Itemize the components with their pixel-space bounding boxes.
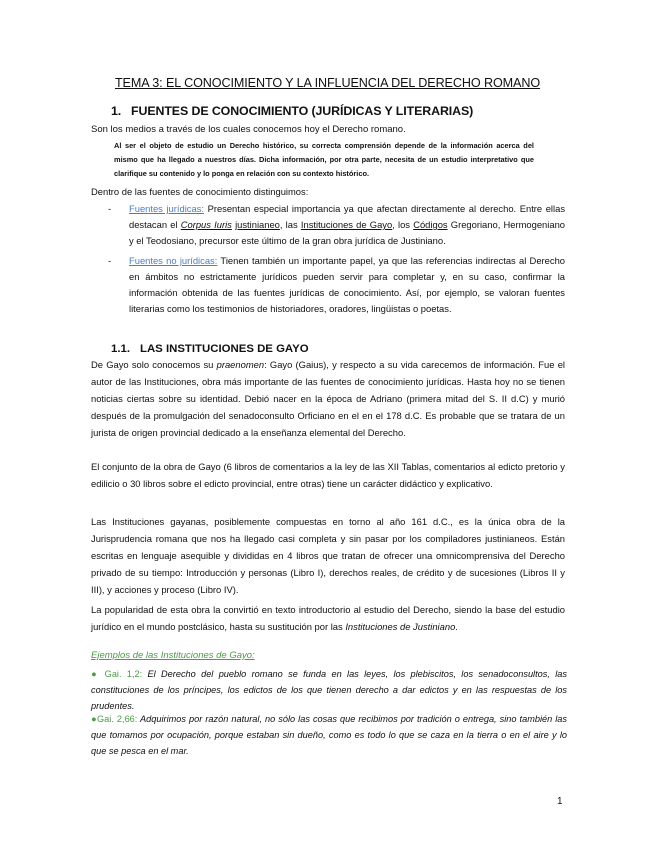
example-ref: ● Gai. 1,2:	[91, 669, 143, 679]
paragraph-popularidad	[91, 601, 565, 635]
example-text: Adquirimos por razón natural, no sólo las cosas que recibimos por tradición o entrega, sino también las que tomamos por ocupación, porque estaban sin dueño, como es todo lo que se caza en la tierra o en el aire y lo que se pesca en el mar.	[91, 714, 567, 756]
para-text: : Gayo (Gaius), y respecto a su vida carecemos de información. Fue el autor de las Instituciones, obra más importante de las fuentes de conocimiento jurídicas. Hasta hoy no se tienen noticias ciertas sobre su identidad. Debió nacer en la época de Adriano (primera mitad del S. II d.C) y murió después de la promulgación del senadoconsulto Orficiano en el en el 178 d.C. Es probable que se tratara de un jurista de origen provincial dedicado a la enseñanza elemental del Derecho.	[91, 359, 565, 438]
list-item	[91, 253, 565, 317]
list-text: , las	[279, 219, 301, 230]
example-text: El Derecho del pueblo romano se funda en las leyes, los plebiscitos, los senadoconsultos, las constituciones de los príncipes, los edictos de los que tienen derecho a dar edictos y en las respuestas de los prudentes.	[91, 669, 567, 711]
section-heading-1	[111, 104, 473, 118]
section-number: 1.	[111, 104, 122, 118]
example-ref: ●Gai. 2,66:	[91, 714, 138, 724]
sources-list	[91, 184, 565, 317]
para-text: La popularidad de esta obra la convirtió en texto introductorio al estudio del Derecho, siendo la base del estudio jurídico en el mundo postclásico, hasta su sustitución por las	[91, 604, 565, 632]
page-title: TEMA 3: EL CONOCIMIENTO Y LA INFLUENCIA DEL DERECHO ROMANO	[114, 76, 541, 90]
list-text: Gregoriano, Hermogeniano y el Teodosiano, precursor este último de la gran obra jurídica de Justiniano.	[129, 219, 565, 246]
praenomen: praenomen	[216, 359, 265, 370]
example-gai-2-66	[91, 711, 567, 759]
quote-paragraph: Al ser el objeto de estudio un Derecho histórico, su correcta comprensión depende de la información acerca del mismo que ha llegado a nuestros días. Dicha información, por otra parte, necesita de un estudio interpretativo que clarifique su contenido y lo ponga en relación con su contexto histórico.	[114, 141, 534, 178]
codigos: Códigos	[413, 219, 448, 230]
list-dash: -	[108, 203, 112, 214]
intro-paragraph: Son los medios a través de los cuales conocemos hoy el Derecho romano.	[91, 124, 406, 135]
paragraph-gayo-bio	[91, 356, 565, 441]
list-text: Presentan especial importancia ya que afectan directamente al derecho. Entre ellas destacan el	[129, 203, 566, 230]
instituciones-de-gayo: Instituciones de Gayo	[300, 219, 393, 230]
list-lead: Dentro de las fuentes de conocimiento distinguimos:	[91, 186, 309, 197]
example-gai-1-2	[91, 666, 567, 714]
list-text: , los	[392, 219, 414, 230]
paragraph-instituciones: Las Instituciones gayanas, posiblemente compuestas en torno al año 161 d.C., es la única obra de la Jurisprudencia romana que nos ha llegado casi completa y sin pasar por los compiladores justinianeos. Están escritas en lenguaje asequible y divididas en 4 libros que tratan de ofrecer una omnicomprensiva del Derecho privado de su tiempo: Introducción y personas (Libro I), derechos reales, de crédito y de sucesiones (Libros II y III), y acciones y proceso (Libro IV).	[91, 516, 565, 595]
link-fuentes-no-juridicas[interactable]: Fuentes no jurídicas:	[129, 255, 218, 266]
section-number: 1.1.	[111, 343, 130, 355]
link-fuentes-juridicas[interactable]: Fuentes jurídicas:	[129, 203, 204, 214]
page-number: 1	[557, 796, 563, 807]
section-title: LAS INSTITUCIONES DE GAYO	[140, 343, 309, 355]
para-text: De Gayo solo conocemos su	[91, 359, 217, 370]
para-text: .	[455, 621, 458, 632]
list-text: Tienen también un importante papel, ya que las referencias indirectas al Derecho en ámbitos no estrictamente jurídicos pueden servir para completar y, en su caso, confirmar la información obtenida de las fuentes jurídicas de conocimiento. Así, por ejemplo, se valoran fuentes literarias como los testimonios de historiadores, oradores, lingüistas o poetas.	[129, 255, 565, 314]
justinianeo: justinianeo	[235, 219, 280, 230]
section-heading-1-1	[111, 343, 309, 355]
examples-heading: Ejemplos de las Instituciones de Gayo:	[91, 650, 255, 661]
paragraph-obra: El conjunto de la obra de Gayo (6 libros de comentarios a la ley de las XII Tablas, comentarios al edicto pretorio y edilicio o 30 libros sobre el edicto provincial, entre otras) tiene un carácter didáctico y explicativo.	[91, 461, 565, 489]
corpus-iuris: Corpus Iuris	[180, 219, 232, 230]
instituciones-justiniano: Instituciones de Justiniano	[345, 621, 456, 632]
list-dash: -	[108, 255, 112, 266]
section-title: FUENTES DE CONOCIMIENTO (JURÍDICAS Y LITERARIAS)	[131, 104, 474, 118]
list-item	[91, 201, 565, 249]
